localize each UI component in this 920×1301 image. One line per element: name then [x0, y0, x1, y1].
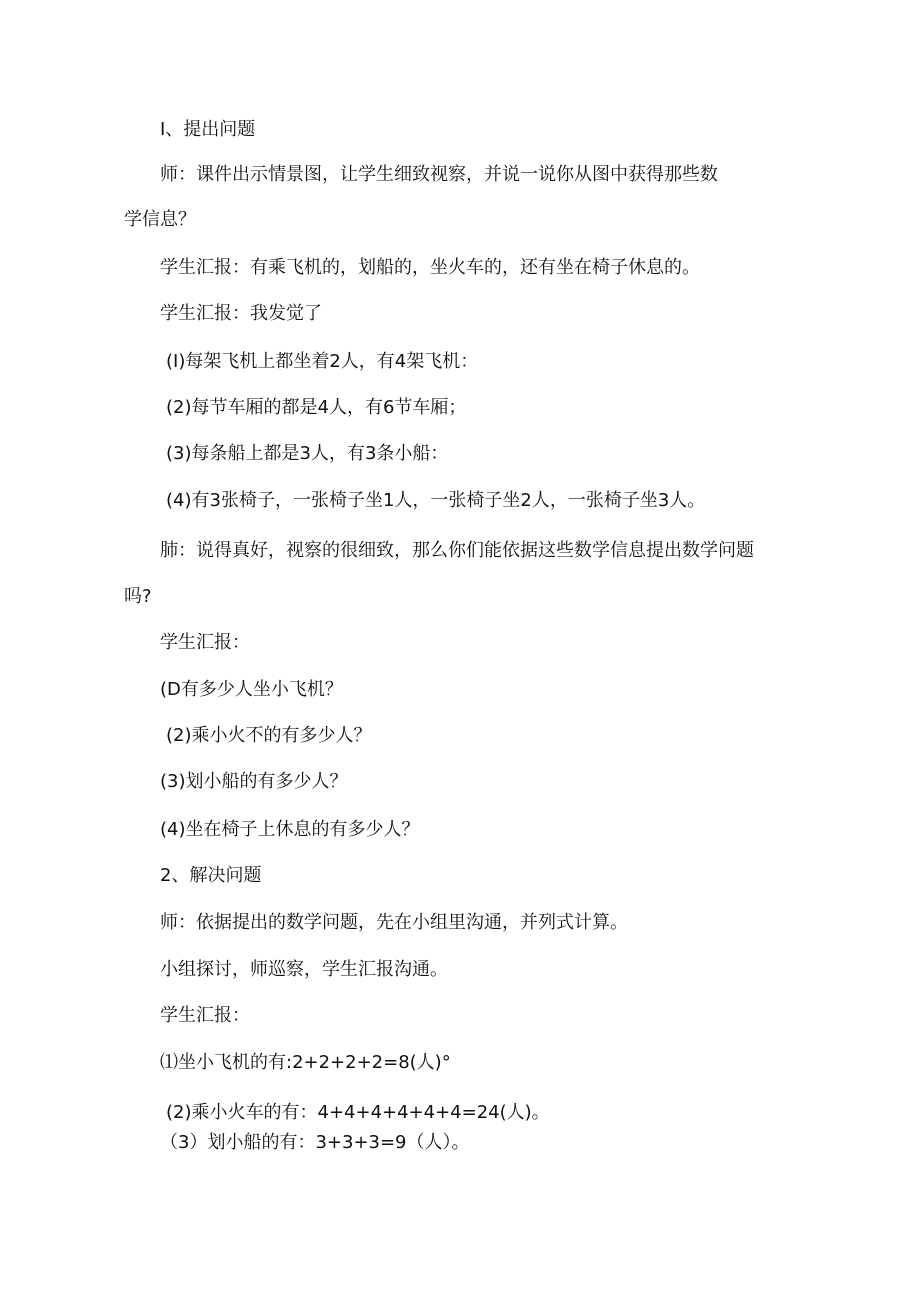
- section-heading-1: I、提出问题: [160, 119, 256, 140]
- paragraph-line: 师：依据提出的数学问题，先在小组里沟通，并列式计算。: [160, 912, 628, 933]
- paragraph-line: 肺：说得真好，视察的很细致，那么你们能依据这些数学信息提出数学问题: [160, 540, 754, 561]
- paragraph-line: 学生汇报：我发觉了: [160, 303, 322, 324]
- paragraph-line: 小组探讨，师巡察，学生汇报沟通。: [160, 959, 448, 980]
- list-item: (I)每架飞机上都坐着2人，有4架飞机：: [166, 351, 479, 372]
- list-item: (4)有3张椅子，一张椅子坐1人，一张椅子坐2人，一张椅子坐3人。: [166, 490, 706, 511]
- paragraph-line: 学生汇报：有乘飞机的，划船的，坐火车的，还有坐在椅子休息的。: [160, 257, 700, 278]
- section-heading-2: 2、解决问题: [160, 865, 262, 886]
- list-item: (2)乘小火车的有：4+4+4+4+4+4=24(人)。: [166, 1102, 550, 1123]
- list-item: （3）划小船的有：3+3+3=9（人）。: [160, 1132, 470, 1153]
- list-item: (4)坐在椅子上休息的有多少人？: [160, 819, 420, 840]
- paragraph-line: 吗?: [124, 586, 152, 607]
- paragraph-line: 学信息？: [124, 209, 196, 230]
- list-item: (2)每节车厢的都是4人，有6节车厢；: [166, 397, 467, 418]
- list-item: (D有多少人坐小飞机？: [160, 679, 343, 700]
- list-item: (2)乘小火不的有多少人？: [166, 725, 372, 746]
- paragraph-line: 学生汇报：: [160, 1005, 250, 1026]
- list-item: ⑴坐小飞机的有:2+2+2+2=8(人)°: [160, 1052, 451, 1073]
- paragraph-line: 学生汇报：: [160, 632, 250, 653]
- paragraph-line: 师：课件出示情景图，让学生细致视察，并说一说你从图中获得那些数: [160, 164, 718, 185]
- list-item: (3)每条船上都是3人，有3条小船：: [166, 443, 449, 464]
- list-item: (3)划小船的有多少人？: [160, 771, 348, 792]
